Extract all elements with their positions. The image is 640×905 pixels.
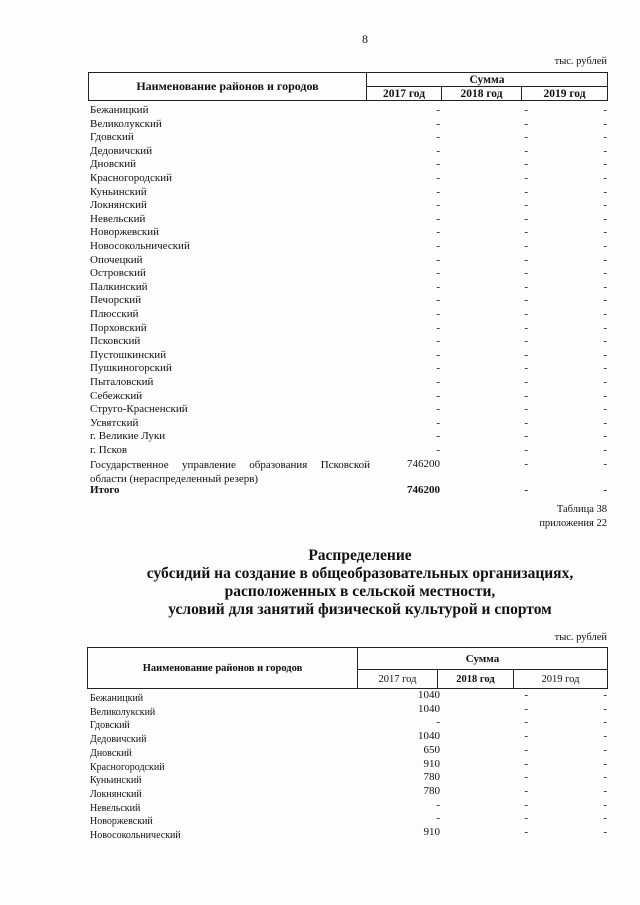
row-name: Локнянский — [90, 199, 147, 212]
row-value: - — [524, 131, 528, 144]
row-value: - — [603, 812, 607, 825]
row-value: - — [524, 348, 528, 361]
row-value: - — [603, 253, 607, 266]
table-row — [90, 254, 608, 268]
row-value: - — [436, 389, 440, 402]
table-row — [90, 744, 608, 758]
row-value: - — [603, 376, 607, 388]
row-value: - — [524, 376, 528, 388]
table-row — [90, 158, 608, 172]
row-value: - — [524, 199, 528, 212]
row-value: - — [436, 158, 440, 171]
row-name: Красногородский — [90, 172, 173, 184]
row-name: Пушкиногорский — [90, 362, 172, 375]
row-value: - — [603, 348, 607, 361]
row-name: Невельский — [90, 212, 146, 225]
row-name: Пустошкинский — [90, 348, 167, 361]
row-value: - — [524, 226, 528, 239]
row-value: - — [603, 743, 607, 756]
table2-header — [87, 647, 608, 689]
table-row — [90, 826, 608, 840]
row-name: Новоржевский — [90, 226, 160, 239]
row-name: Дедовичский — [90, 144, 153, 157]
row-value: - — [603, 416, 607, 429]
table1-header-year: 2019 год — [543, 87, 586, 100]
row-name: Гдовский — [90, 131, 134, 144]
row-value: - — [524, 362, 528, 375]
row-value: - — [436, 131, 440, 144]
row-value: - — [436, 335, 440, 348]
row-name: Новоржевский — [90, 816, 153, 828]
table2-header-sum: Сумма — [358, 648, 607, 670]
table-note — [539, 503, 607, 531]
table-row — [90, 267, 608, 281]
table-row — [90, 417, 608, 431]
row-value: - — [603, 226, 607, 239]
row-value: - — [524, 267, 528, 280]
table2-header-year: 2017 год — [358, 670, 438, 688]
table-row — [90, 118, 608, 132]
row-value: - — [436, 144, 440, 157]
row-value: - — [524, 444, 528, 456]
row-value: - — [603, 689, 607, 701]
row-value: 650 — [423, 743, 440, 756]
row-value: 746200 — [407, 457, 440, 470]
row-value: - — [603, 771, 607, 784]
table-row — [90, 716, 608, 730]
row-name: Дновский — [90, 747, 132, 759]
row-value: - — [524, 403, 528, 416]
table-row — [90, 213, 608, 227]
table-row — [90, 294, 608, 308]
row-name: Плюсский — [90, 308, 139, 320]
row-name: Невельский — [90, 802, 141, 814]
row-value: - — [524, 457, 528, 470]
row-value: - — [524, 117, 528, 130]
row-value: - — [436, 294, 440, 307]
table-row — [90, 104, 608, 118]
row-value: - — [603, 104, 607, 116]
row-value: - — [603, 757, 607, 770]
table-row — [90, 281, 608, 295]
row-value: - — [524, 416, 528, 429]
row-value: - — [524, 253, 528, 266]
row-value: - — [524, 104, 528, 116]
row-value: - — [436, 716, 440, 729]
row-value: 780 — [423, 784, 440, 797]
row-value: - — [524, 757, 528, 770]
row-value: - — [436, 403, 440, 416]
table-row — [90, 785, 608, 799]
row-value: - — [524, 771, 528, 784]
row-value: - — [524, 689, 528, 701]
row-value: - — [436, 267, 440, 280]
row-value: - — [603, 158, 607, 171]
row-value: - — [524, 430, 528, 443]
row-name: Островский — [90, 267, 146, 280]
table-row — [90, 131, 608, 145]
row-value: - — [603, 294, 607, 307]
row-value: - — [436, 280, 440, 293]
table-row — [90, 376, 608, 390]
row-value: 1040 — [418, 730, 440, 743]
row-value: 1040 — [418, 702, 440, 715]
row-value: - — [524, 185, 528, 198]
row-value: - — [603, 185, 607, 198]
table1-header-sum: Сумма — [367, 73, 607, 87]
row-value: - — [524, 743, 528, 756]
table-row — [90, 799, 608, 813]
table1-header-year: 2018 год — [442, 87, 522, 100]
row-name: Красногородский — [90, 761, 165, 773]
row-value: - — [524, 321, 528, 334]
row-value: - — [524, 389, 528, 402]
row-value: - — [436, 226, 440, 239]
row-name: Порховский — [90, 321, 147, 334]
row-value: - — [603, 199, 607, 212]
row-value: - — [436, 416, 440, 429]
table2-header-year: 2019 год — [541, 673, 580, 685]
table-row — [90, 457, 608, 485]
row-name: Дедовичский — [90, 734, 147, 746]
row-value: - — [524, 240, 528, 252]
row-value: 746200 — [407, 484, 440, 496]
row-value: - — [603, 172, 607, 184]
row-value: - — [524, 798, 528, 811]
row-value: - — [603, 389, 607, 402]
row-value: - — [436, 240, 440, 252]
row-name: Государственное управление образования Псковской области (нераспределенный резерв) — [90, 458, 370, 485]
row-name: Дновский — [90, 158, 137, 171]
row-value: - — [603, 784, 607, 797]
table-row — [90, 403, 608, 417]
row-value: - — [436, 376, 440, 388]
row-name: Пыталовский — [90, 376, 154, 388]
table-row — [90, 444, 608, 458]
table2-header-year: 2018 год — [438, 670, 514, 688]
row-value: - — [603, 280, 607, 293]
table-row — [90, 703, 608, 717]
row-value: - — [603, 716, 607, 729]
row-value: - — [524, 716, 528, 729]
table1-header-name: Наименование районов и городов — [89, 73, 367, 100]
row-value: - — [603, 484, 607, 496]
section-title — [0, 547, 640, 619]
row-value: - — [436, 444, 440, 456]
row-value: 910 — [423, 757, 440, 770]
row-value: - — [524, 212, 528, 225]
table-row — [90, 349, 608, 363]
table-row — [90, 758, 608, 772]
row-value: - — [436, 812, 440, 825]
table-row — [90, 226, 608, 240]
page-number: 8 — [362, 32, 368, 46]
row-name: Себежский — [90, 389, 143, 402]
table-row — [90, 771, 608, 785]
row-value: - — [524, 308, 528, 320]
row-name: Печорский — [90, 294, 142, 307]
table-row — [90, 322, 608, 336]
row-value: - — [436, 199, 440, 212]
row-name: Новосокольнический — [90, 240, 190, 252]
table-row — [90, 362, 608, 376]
row-value: - — [436, 430, 440, 443]
row-value: - — [603, 240, 607, 252]
row-value: 910 — [423, 826, 440, 838]
table-row — [90, 430, 608, 444]
title-line: расположенных в сельской местности, — [224, 583, 496, 600]
table1-header — [88, 72, 608, 101]
row-name: Гдовский — [90, 720, 130, 732]
table-row — [90, 145, 608, 159]
row-name: г. Великие Луки — [90, 430, 166, 443]
table2-header-name: Наименование районов и городов — [88, 648, 358, 688]
row-value: - — [436, 212, 440, 225]
row-value: - — [436, 185, 440, 198]
row-value: - — [603, 430, 607, 443]
row-value: - — [436, 253, 440, 266]
row-value: - — [524, 826, 528, 838]
title-line: условий для занятий физической культурой и спортом — [168, 601, 552, 618]
row-value: 1040 — [418, 689, 440, 701]
appendix-number: приложения 22 — [539, 518, 607, 529]
row-value: - — [524, 158, 528, 171]
row-name: Бежаницкий — [90, 104, 149, 116]
row-value: - — [436, 362, 440, 375]
row-value: 780 — [423, 771, 440, 784]
row-name: Великолукский — [90, 706, 156, 718]
row-name: Бежаницкий — [90, 693, 144, 704]
row-value: - — [603, 457, 607, 470]
table1-header-year: 2017 год — [367, 87, 442, 100]
row-name: Локнянский — [90, 788, 142, 800]
table-row — [90, 689, 608, 703]
row-value: - — [603, 362, 607, 375]
row-value: - — [436, 348, 440, 361]
row-value: - — [603, 321, 607, 334]
table-row — [90, 390, 608, 404]
row-value: - — [436, 308, 440, 320]
row-value: - — [524, 784, 528, 797]
row-value: - — [524, 335, 528, 348]
table-row — [90, 812, 608, 826]
table2-unit: тыс. рублей — [554, 632, 607, 643]
row-value: - — [524, 812, 528, 825]
table-row — [90, 186, 608, 200]
table1-unit: тыс. рублей — [554, 56, 607, 67]
row-name: Куньинский — [90, 185, 147, 198]
row-value: - — [603, 444, 607, 456]
row-value: - — [603, 403, 607, 416]
title-line: Распределение — [308, 547, 412, 564]
table-row — [90, 335, 608, 349]
row-value: - — [524, 730, 528, 743]
row-value: - — [524, 702, 528, 715]
row-value: - — [603, 212, 607, 225]
table-row — [90, 240, 608, 254]
table-row — [90, 484, 608, 498]
row-value: - — [603, 117, 607, 130]
row-value: - — [436, 798, 440, 811]
table-row — [90, 172, 608, 186]
row-name: Усвятский — [90, 416, 139, 429]
row-name: Куньинский — [90, 775, 142, 787]
row-name: Итого — [90, 484, 120, 496]
row-name: Псковский — [90, 335, 141, 348]
table-row — [90, 199, 608, 213]
row-value: - — [603, 308, 607, 320]
row-value: - — [524, 280, 528, 293]
row-value: - — [524, 484, 528, 496]
title-line: субсидий на создание в общеобразовательных организациях, — [146, 565, 574, 582]
table-row — [90, 730, 608, 744]
row-value: - — [436, 117, 440, 130]
row-value: - — [603, 702, 607, 715]
row-name: г. Псков — [90, 444, 128, 456]
row-name: Новосокольнический — [90, 830, 181, 841]
table-number: Таблица 38 — [556, 504, 607, 515]
row-value: - — [603, 730, 607, 743]
row-value: - — [524, 294, 528, 307]
row-value: - — [603, 798, 607, 811]
row-value: - — [436, 104, 440, 116]
row-value: - — [524, 144, 528, 157]
row-value: - — [603, 144, 607, 157]
row-value: - — [603, 267, 607, 280]
row-value: - — [603, 131, 607, 144]
table-row — [90, 308, 608, 322]
row-value: - — [524, 172, 528, 184]
row-value: - — [603, 826, 607, 838]
row-value: - — [436, 172, 440, 184]
row-name: Опочецкий — [90, 253, 143, 266]
row-value: - — [603, 335, 607, 348]
row-value: - — [436, 321, 440, 334]
row-name: Великолукский — [90, 117, 162, 130]
row-name: Струго-Красненский — [90, 403, 188, 416]
row-name: Палкинский — [90, 280, 148, 293]
